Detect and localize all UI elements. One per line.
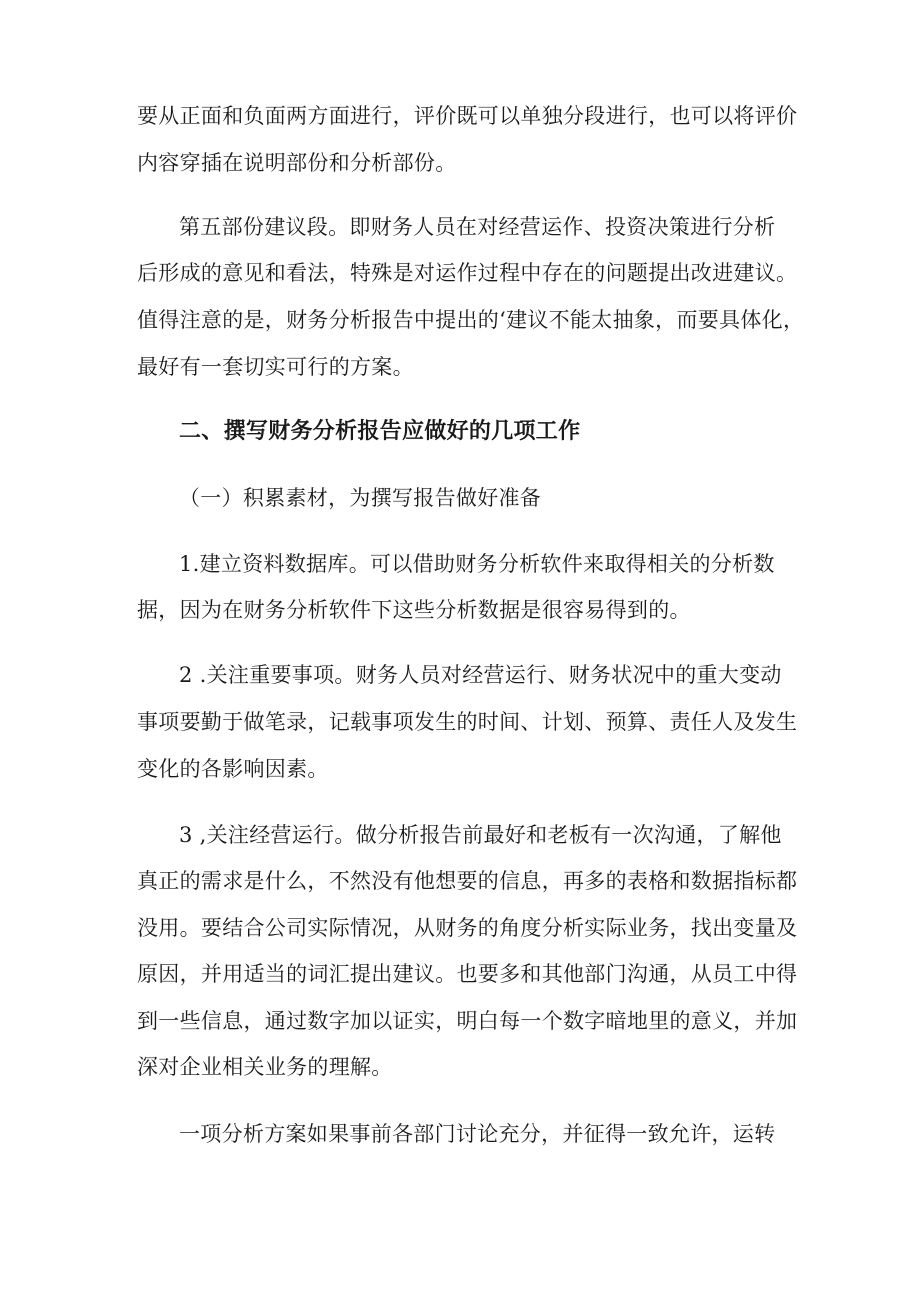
paragraph-line: 没用。要结合公司实际情况，从财务的角度分析实际业务，找出变量及: [137, 916, 798, 940]
paragraph-line: 深对企业相关业务的理解。: [137, 1055, 393, 1079]
paragraph-line: 第五部份建议段。即财务人员在对经营运作、投资决策进行分析: [179, 215, 776, 239]
paragraph-line: 真正的需求是什么，不然没有他想要的信息，再多的表格和数据指标都: [137, 869, 798, 893]
paragraph-line: 一项分析方案如果事前各部门讨论充分，并征得一致允许，运转: [179, 1122, 776, 1146]
paragraph-line: 内容穿插在说明部份和分析部份。: [137, 151, 457, 175]
paragraph-line: 值得注意的是，财务分析报告中提出的‘建议不能太抽象，而要具体化，: [137, 308, 805, 332]
paragraph-line: 后形成的意见和看法，特殊是对运作过程中存在的问题提出改进建议。: [137, 261, 798, 285]
paragraph-line: 到一些信息，通过数字加以证实，明白每一个数字暗地里的意义，并加: [137, 1009, 798, 1033]
paragraph-line: 原因，并用适当的词汇提出建议。也要多和其他部门沟通，从员工中得: [137, 962, 798, 986]
paragraph-line: 据，因为在财务分析软件下这些分析数据是很容易得到的。: [137, 598, 691, 622]
subsection-heading: （一）积累素材，为撰写报告做好准备: [179, 486, 542, 510]
paragraph-line: 变化的各影响因素。: [137, 757, 329, 781]
paragraph-line: 1.建立资料数据库。可以借助财务分析软件来取得相关的分析数: [179, 552, 775, 576]
paragraph-line: 事项要勤于做笔录，记载事项发生的时间、计划、预算、责任人及发生: [137, 710, 798, 734]
paragraph-line: 3 ,关注经营运行。做分析报告前最好和老板有一次沟通，了解他: [179, 823, 782, 847]
paragraph-line: 2 .关注重要事项。财务人员对经营运行、财务状况中的重大变动: [179, 663, 782, 687]
section-heading: 二、撰写财务分析报告应做好的几项工作: [179, 419, 581, 444]
paragraph-line: 最好有一套切实可行的方案。: [137, 355, 414, 379]
paragraph-line: 要从正面和负面两方面进行，评价既可以单独分段进行，也可以将评价: [137, 104, 798, 128]
